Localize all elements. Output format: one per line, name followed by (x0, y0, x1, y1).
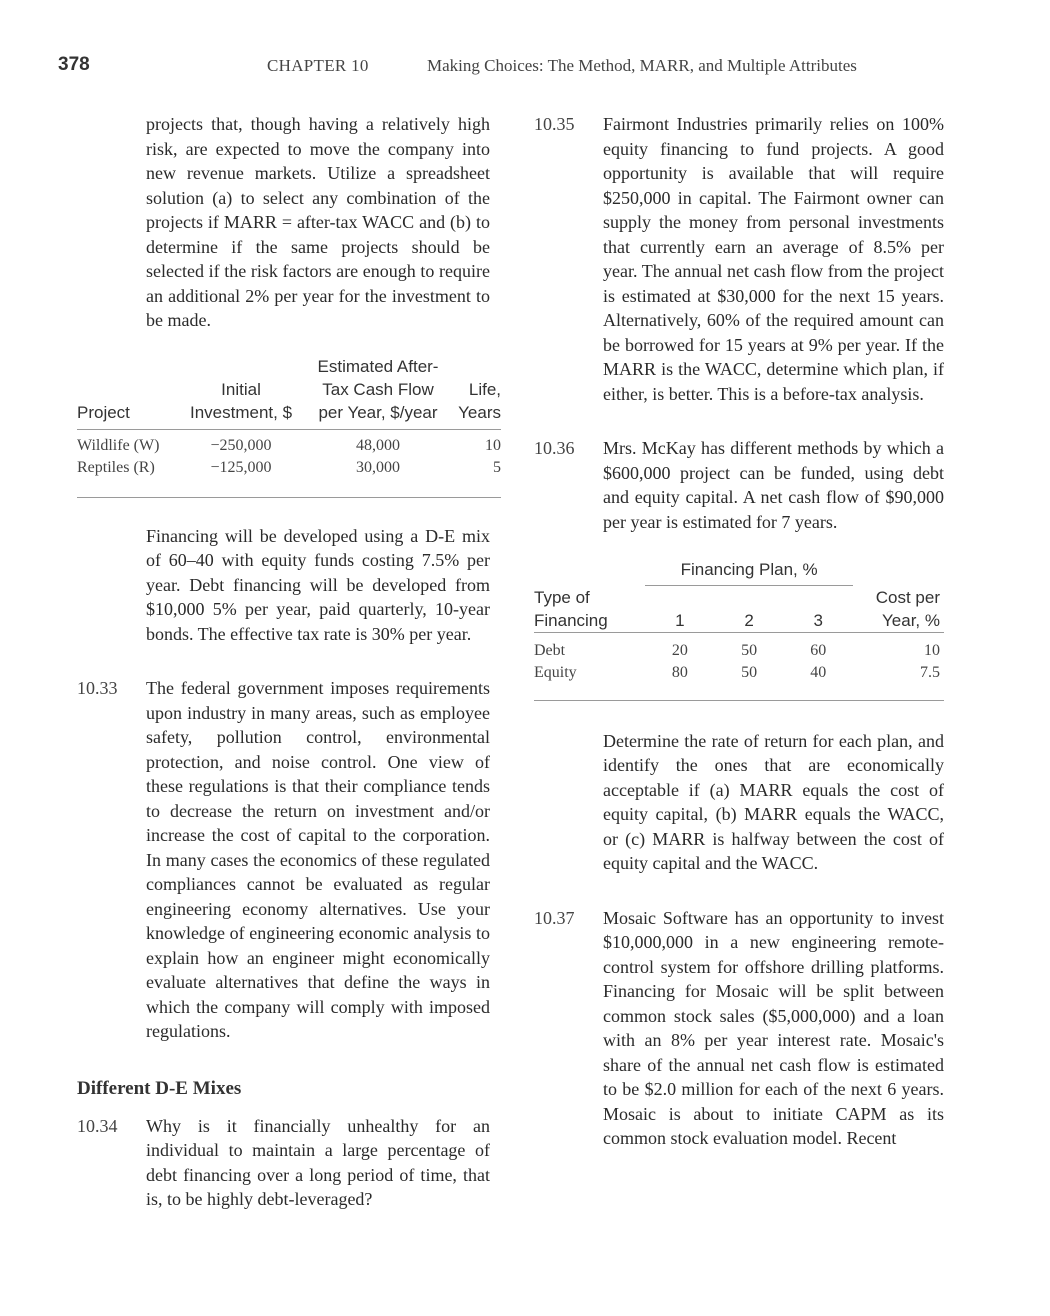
problem-10-36 (534, 436, 944, 534)
col-life: Life, Years (458, 379, 501, 422)
problem-text: Why is it financially unhealthy for an individual to maintain a large percentage of debt financing over a long period of time, that is, to be highly debt-leveraged? (146, 1115, 490, 1209)
table-row: Wildlife (W) −250,000 48,000 10 (77, 436, 501, 454)
problem-text: Mosaic Software has an opportunity to invest $10,000,000 in a new engineering remote-control system for offshore drilling platforms. Financing for Mosaic will be split between common stock sales ($5,000,000) and a loan with an 8% per year interest rate. Mosaic's share of the annual net cash flow is estimated to be $2.0 million for each of the next 6 years. Mosaic is about to initiate CAPM as its common stock evaluation model. Recent (603, 907, 944, 1148)
problem-10-32-continuation: projects that, though having a relatively high risk, are expected to move the company into new revenue markets. Utilize a spreadsheet solution (a) to select any combination of the projects if MARR = after-tax WACC and (b) to determine if the same projects should be selected if the risk factors are enough to require an additional 2% per year for the investment to be made. (146, 114, 490, 330)
right-column (534, 112, 944, 1151)
problem-number: 10.37 (534, 907, 575, 928)
problem-10-35 (534, 112, 944, 406)
problem-text: Fairmont Industries primarily relies on 100% equity financing to fund projects. A good opportunity is available that will require $250,000 in capital. The Fairmont owner can supply the money from personal investments that currently earn an average of 8.5% per year. The annual net cash flow from the project is estimated at $30,000 for the next 15 years. Alternatively, 60% of the required amount can be borrowed for 15 years at 9% per year. If the MARR is the WACC, determine which plan, if either, is better. This is a before-tax analysis. (603, 114, 944, 404)
problem-text: The federal government imposes requirements upon industry in many areas, such as employee safety, pollution control, environmental protection, and noise control. One view of these regulations is that their compliance tends to decrease the return on investment and/or increase the cost of capital to the corporation. In many cases the economics of these regulated compliances cannot be evaluated as regular engineering economy alternatives. Use your knowledge of engineering economic analysis to explain how an engineer might economically evaluate alternatives that define the ways in which the company will comply with imposed regulations. (146, 678, 490, 1041)
problem-number: 10.33 (77, 678, 118, 698)
determine-paragraph: Determine the rate of return for each plan, and identify the ones that are economically acceptable if (a) MARR equals the cost of equity capital, (b) MARR equals the WACC, or (c) MARR is halfway between the cost of equity capital and the WACC. (603, 730, 944, 873)
table-row: Equity 80 50 40 7.5 (534, 663, 940, 681)
problem-number: 10.34 (77, 1115, 118, 1136)
problem-number: 10.35 (534, 114, 575, 134)
section-heading: Different D-E Mixes (77, 1077, 242, 1099)
col-project: Project (77, 402, 130, 422)
problem-10-34 (77, 1114, 501, 1212)
running-head-chapter: CHAPTER 10 (267, 56, 369, 75)
running-head-title: Making Choices: The Method, MARR, and Multiple Attributes (427, 56, 857, 75)
col-initial-investment: Initial Investment, $ (189, 379, 293, 422)
problem-number: 10.36 (534, 438, 575, 458)
financing-plan-header: Financing Plan, % (645, 558, 853, 586)
table-row: Debt 20 50 60 10 (534, 641, 940, 659)
financing-table-header: Type of Financing 1 2 3 Cost per Year, % (534, 587, 940, 630)
problem-10-33 (77, 676, 501, 1044)
financing-plan-table (534, 558, 944, 701)
problem-10-37 (534, 906, 944, 1151)
financing-paragraph: Financing will be developed using a D-E mix of 60–40 with equity funds costing 7.5% per year. Debt financing will be developed from $10,000 5% per year, paid quarterly, 10-year bonds. The effective tax rate is 30% per year. (146, 525, 490, 644)
problem-text: Mrs. McKay has different methods by which a $600,000 project can be funded, using debt and equity capital. A net cash flow of $90,000 per year is estimated for 7 years. (603, 438, 944, 532)
project-table (77, 355, 501, 498)
col-cash-flow: Estimated After- Tax Cash Flow per Year, $/year (317, 356, 439, 422)
table-row: Reptiles (R) −125,000 30,000 5 (77, 458, 501, 476)
left-column (77, 112, 501, 1212)
project-table-header (77, 355, 501, 430)
page-number: 378 (58, 54, 90, 75)
